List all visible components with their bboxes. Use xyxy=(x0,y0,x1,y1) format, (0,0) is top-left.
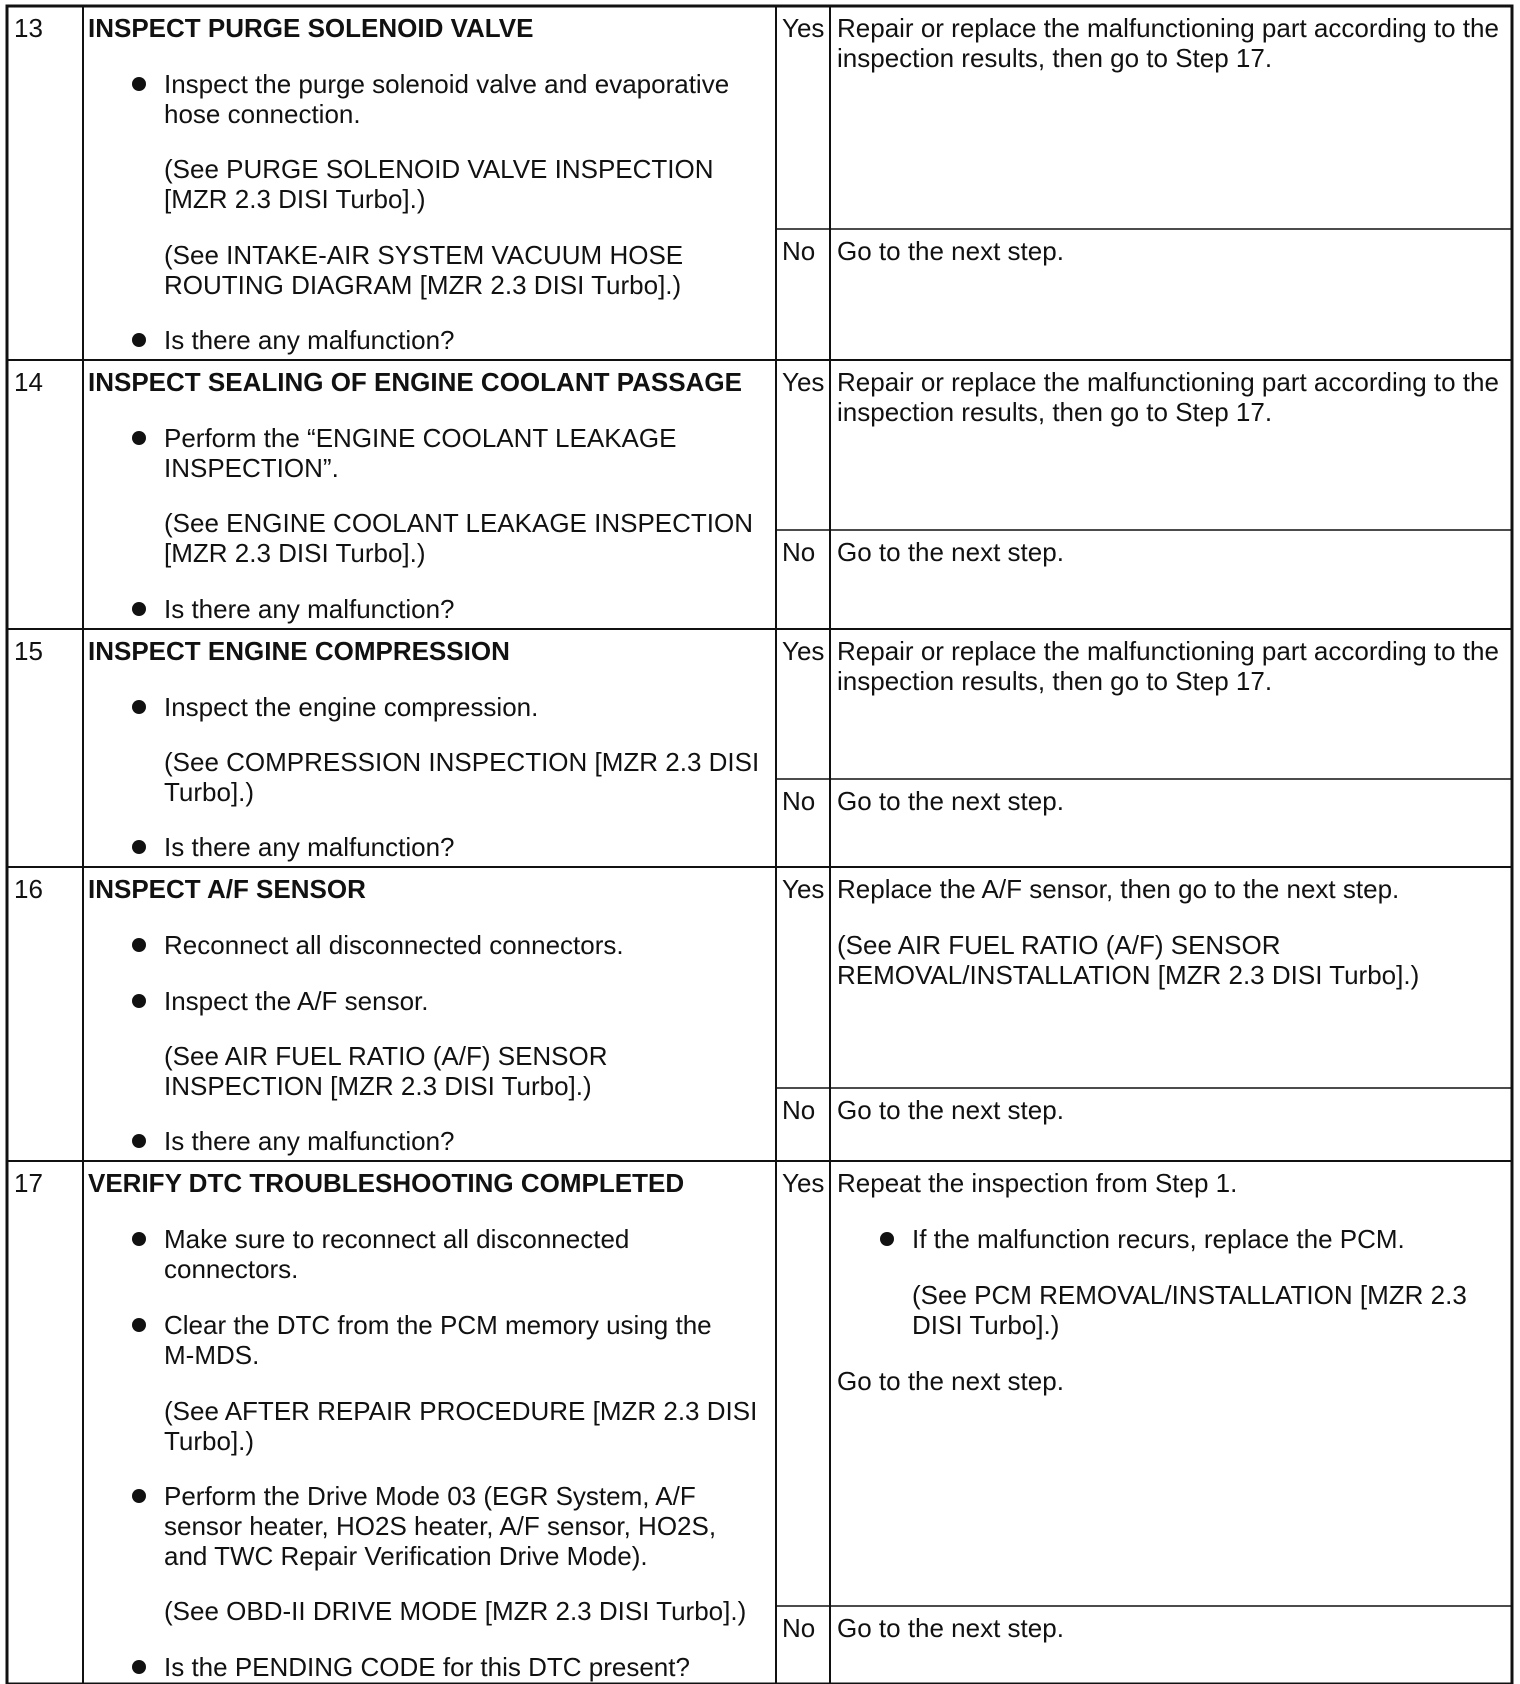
action-line: INSPECTION”. xyxy=(164,453,339,483)
reference-line: [MZR 2.3 DISI Turbo].) xyxy=(164,184,426,214)
question-line: Is the PENDING CODE for this DTC present? xyxy=(164,1652,690,1682)
bullet-icon xyxy=(132,77,146,91)
action-line: Perform the Drive Mode 03 (EGR System, A/F xyxy=(164,1481,696,1511)
action-line: Clear the DTC from the PCM memory using the xyxy=(164,1310,712,1340)
yes-result-line: inspection results, then go to Step 17. xyxy=(837,666,1273,696)
yes-reference-line: (See AIR FUEL RATIO (A/F) SENSOR xyxy=(837,930,1281,960)
bullet-icon xyxy=(132,333,146,347)
bullet-icon xyxy=(132,1660,146,1674)
step-title: INSPECT A/F SENSOR xyxy=(88,874,366,904)
step-number: 17 xyxy=(14,1168,43,1198)
no-label: No xyxy=(782,537,816,567)
no-label: No xyxy=(782,236,816,266)
action-line: Inspect the A/F sensor. xyxy=(164,986,429,1016)
action-line: Reconnect all disconnected connectors. xyxy=(164,930,624,960)
step-number: 16 xyxy=(14,874,43,904)
step-number: 13 xyxy=(14,13,43,43)
yes-result-line: Repair or replace the malfunctioning part according to the xyxy=(837,636,1499,666)
action-line: Inspect the purge solenoid valve and evaporative xyxy=(164,69,730,99)
action-line: connectors. xyxy=(164,1254,299,1284)
yes-label: Yes xyxy=(782,1168,825,1198)
question-line: Is there any malfunction? xyxy=(164,832,455,862)
yes-result-line: Replace the A/F sensor, then go to the next step. xyxy=(837,874,1400,904)
bullet-icon xyxy=(880,1232,894,1246)
no-result-line: Go to the next step. xyxy=(837,786,1064,816)
bullet-icon xyxy=(132,840,146,854)
step-title: INSPECT PURGE SOLENOID VALVE xyxy=(88,13,534,43)
action-line: sensor heater, HO2S heater, A/F sensor, HO2S, xyxy=(164,1511,717,1541)
reference-line: Turbo].) xyxy=(164,777,255,807)
yes-reference-line: DISI Turbo].) xyxy=(912,1310,1060,1340)
bullet-icon xyxy=(132,1318,146,1332)
bullet-icon xyxy=(132,431,146,445)
step-number: 15 xyxy=(14,636,43,666)
no-result-line: Go to the next step. xyxy=(837,1095,1064,1125)
question-line: Is there any malfunction? xyxy=(164,325,455,355)
bullet-icon xyxy=(132,1232,146,1246)
bullet-icon xyxy=(132,602,146,616)
yes-result-line: If the malfunction recurs, replace the PCM. xyxy=(912,1224,1405,1254)
step-title: INSPECT ENGINE COMPRESSION xyxy=(88,636,510,666)
reference-line: [MZR 2.3 DISI Turbo].) xyxy=(164,538,426,568)
yes-reference-line: (See PCM REMOVAL/INSTALLATION [MZR 2.3 xyxy=(912,1280,1467,1310)
bullet-icon xyxy=(132,938,146,952)
reference-line: (See COMPRESSION INSPECTION [MZR 2.3 DISI xyxy=(164,747,760,777)
yes-label: Yes xyxy=(782,636,825,666)
reference-line: (See PURGE SOLENOID VALVE INSPECTION xyxy=(164,154,714,184)
yes-result-line: inspection results, then go to Step 17. xyxy=(837,397,1273,427)
bullet-icon xyxy=(132,700,146,714)
yes-label: Yes xyxy=(782,13,825,43)
yes-label: Yes xyxy=(782,367,825,397)
yes-label: Yes xyxy=(782,874,825,904)
bullet-icon xyxy=(132,994,146,1008)
reference-line: ROUTING DIAGRAM [MZR 2.3 DISI Turbo].) xyxy=(164,270,682,300)
reference-line: (See OBD-II DRIVE MODE [MZR 2.3 DISI Turbo].) xyxy=(164,1596,747,1626)
bullet-icon xyxy=(132,1134,146,1148)
reference-line: INSPECTION [MZR 2.3 DISI Turbo].) xyxy=(164,1071,592,1101)
action-line: Inspect the engine compression. xyxy=(164,692,539,722)
no-result-line: Go to the next step. xyxy=(837,1613,1064,1643)
no-label: No xyxy=(782,1095,816,1125)
action-line: M-MDS. xyxy=(164,1340,260,1370)
bullet-icon xyxy=(132,1489,146,1503)
reference-line: (See INTAKE-AIR SYSTEM VACUUM HOSE xyxy=(164,240,684,270)
no-result-line: Go to the next step. xyxy=(837,537,1064,567)
question-line: Is there any malfunction? xyxy=(164,594,455,624)
yes-result-line: Repair or replace the malfunctioning part according to the xyxy=(837,367,1499,397)
action-line: and TWC Repair Verification Drive Mode). xyxy=(164,1541,648,1571)
step-number: 14 xyxy=(14,367,43,397)
reference-line: (See ENGINE COOLANT LEAKAGE INSPECTION xyxy=(164,508,754,538)
yes-result-line: Repeat the inspection from Step 1. xyxy=(837,1168,1238,1198)
reference-line: (See AIR FUEL RATIO (A/F) SENSOR xyxy=(164,1041,608,1071)
no-label: No xyxy=(782,786,816,816)
yes-reference-line: REMOVAL/INSTALLATION [MZR 2.3 DISI Turbo].) xyxy=(837,960,1420,990)
yes-result-line: inspection results, then go to Step 17. xyxy=(837,43,1273,73)
step-title: INSPECT SEALING OF ENGINE COOLANT PASSAGE xyxy=(88,367,742,397)
step-title: VERIFY DTC TROUBLESHOOTING COMPLETED xyxy=(88,1168,685,1198)
yes-result-line: Go to the next step. xyxy=(837,1366,1064,1396)
question-line: Is there any malfunction? xyxy=(164,1126,455,1156)
action-line: hose connection. xyxy=(164,99,361,129)
action-line: Perform the “ENGINE COOLANT LEAKAGE xyxy=(164,423,677,453)
reference-line: (See AFTER REPAIR PROCEDURE [MZR 2.3 DISI xyxy=(164,1396,758,1426)
yes-result-line: Repair or replace the malfunctioning part according to the xyxy=(837,13,1499,43)
reference-line: Turbo].) xyxy=(164,1426,255,1456)
no-label: No xyxy=(782,1613,816,1643)
action-line: Make sure to reconnect all disconnected xyxy=(164,1224,630,1254)
no-result-line: Go to the next step. xyxy=(837,236,1064,266)
